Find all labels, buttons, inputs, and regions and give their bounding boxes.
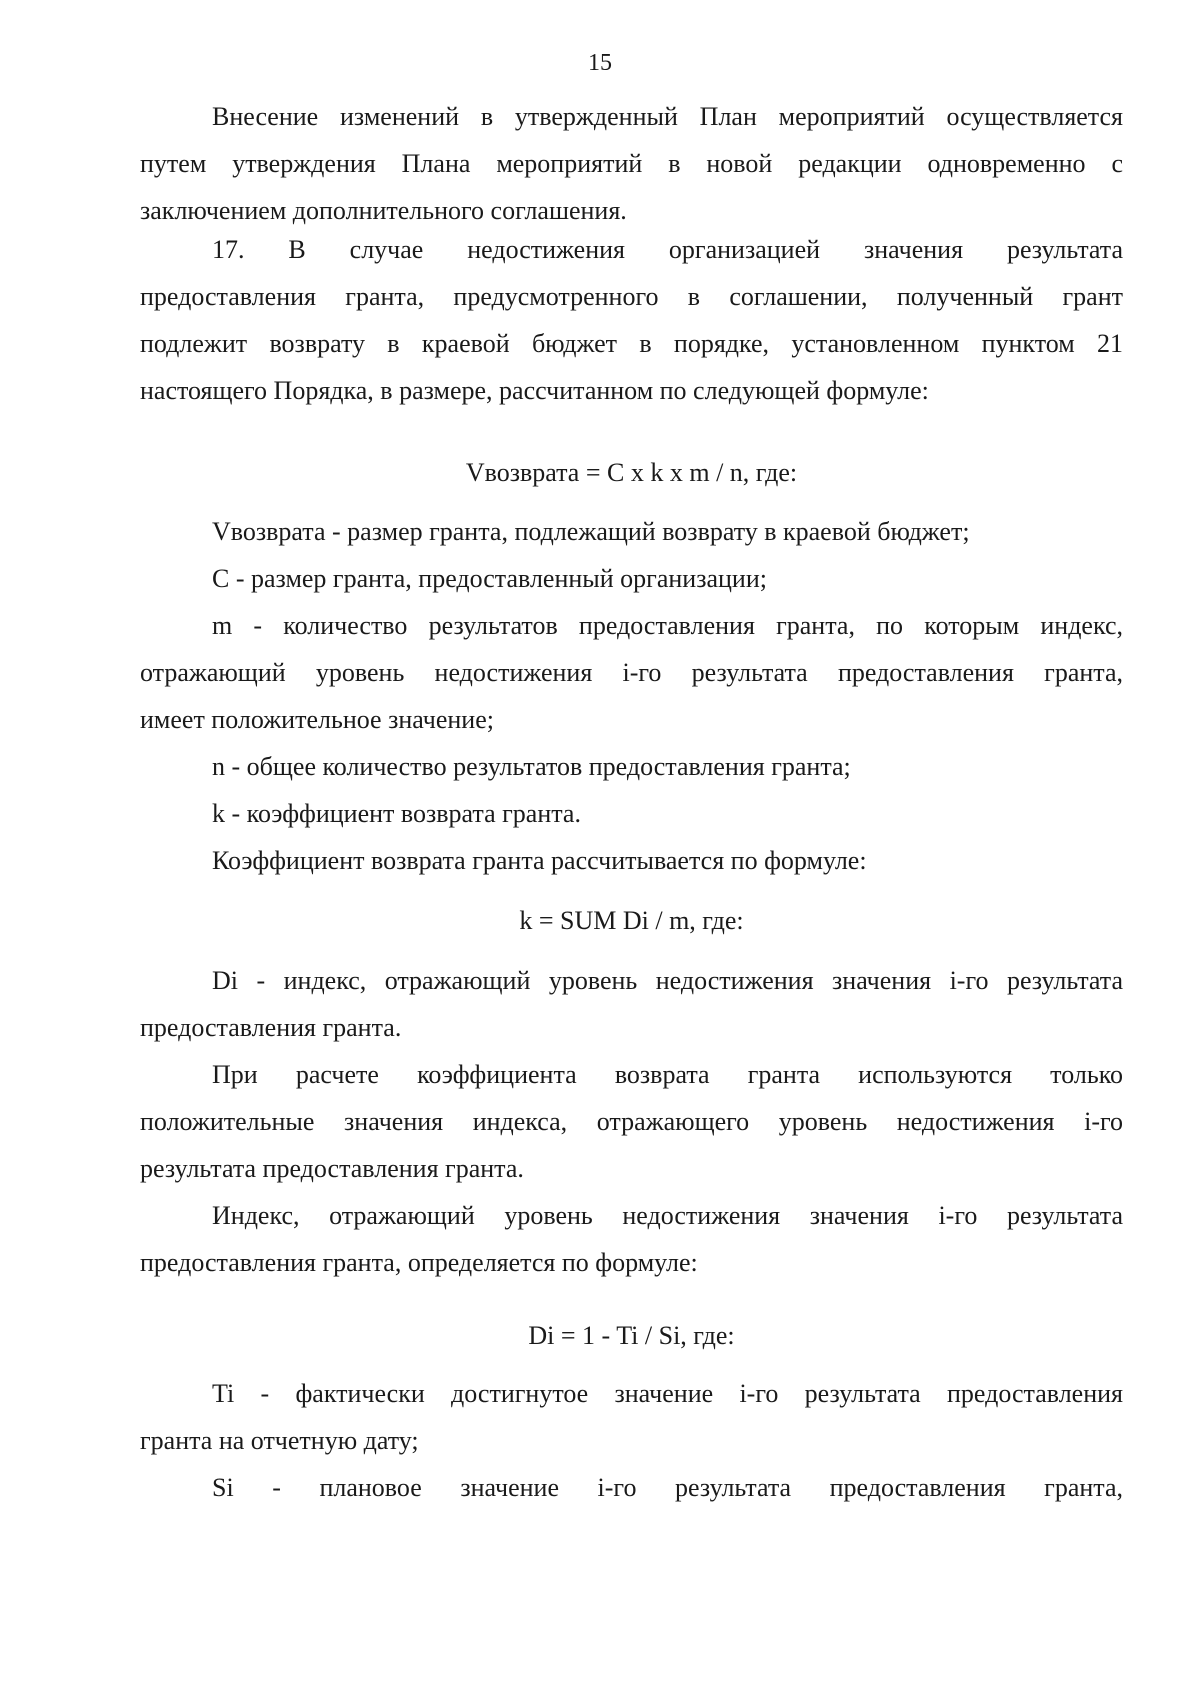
text-line: m - количество результатов предоставления гранта, по которым индекс,	[212, 611, 1123, 640]
text-line: имеет положительное значение;	[140, 705, 494, 734]
text-line: предоставления гранта.	[140, 1013, 402, 1042]
text-line: положительные значения индекса, отражающего уровень недостижения i-го	[140, 1107, 1123, 1136]
text-line: настоящего Порядка, в размере, рассчитанном по следующей формуле:	[140, 376, 929, 405]
formula-di: Di = 1 - Ti / Si, где:	[528, 1321, 735, 1350]
text-line: n - общее количество результатов предоставления гранта;	[212, 752, 851, 781]
text-line: Vвозврата - размер гранта, подлежащий возврату в краевой бюджет;	[212, 517, 970, 546]
text-line: 17. В случае недостижения организацией значения результата	[212, 235, 1123, 264]
text-line: k - коэффициент возврата гранта.	[212, 799, 581, 828]
text-line: предоставления гранта, предусмотренного в соглашении, полученный грант	[140, 282, 1123, 311]
text-line: Индекс, отражающий уровень недостижения значения i-го результата	[212, 1201, 1123, 1230]
text-line: результата предоставления гранта.	[140, 1154, 524, 1183]
definitions-list-2	[140, 957, 1123, 1286]
text-line: Внесение изменений в утвержденный План мероприятий осуществляется	[212, 102, 1123, 131]
formula-k: k = SUM Di / m, где:	[519, 906, 744, 935]
text-line: подлежит возврату в краевой бюджет в порядке, установленном пунктом 21	[140, 329, 1123, 358]
text-line: Ti - фактически достигнутое значение i-го результата предоставления	[212, 1379, 1123, 1408]
text-line: отражающий уровень недостижения i-го результата предоставления гранта,	[140, 658, 1123, 687]
page-number: 15	[588, 50, 612, 76]
paragraph-17	[140, 226, 1123, 414]
text-line: C - размер гранта, предоставленный организации;	[212, 564, 767, 593]
text-line: Si - плановое значение i-го результата предоставления гранта,	[212, 1473, 1123, 1502]
text-line: заключением дополнительного соглашения.	[140, 196, 627, 225]
paragraph-plan-changes	[140, 93, 1123, 234]
text-line: При расчете коэффициента возврата гранта используются только	[212, 1060, 1123, 1089]
definitions-list-3	[140, 1370, 1123, 1511]
text-line: Di - индекс, отражающий уровень недостижения значения i-го результата	[212, 966, 1123, 995]
text-line: Коэффициент возврата гранта рассчитывается по формуле:	[212, 846, 867, 875]
text-line: предоставления гранта, определяется по формуле:	[140, 1248, 698, 1277]
text-line: путем утверждения Плана мероприятий в новой редакции одновременно с	[140, 149, 1123, 178]
definitions-list-1	[140, 508, 1123, 884]
formula-v-return: Vвозврата = C x k x m / n, где:	[465, 458, 798, 487]
text-line: гранта на отчетную дату;	[140, 1426, 419, 1455]
